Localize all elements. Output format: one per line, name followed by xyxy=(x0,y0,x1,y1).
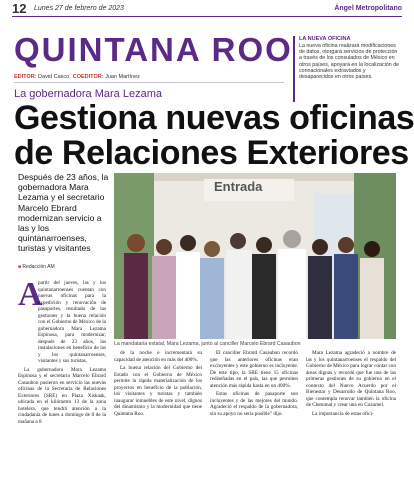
col3-paragraph: Estas oficinas de pasaporte son incluyentes y de las mejores del mundo. Agradeció el respaldo de la gobernadora, sin su apoyo no sería posible” dijo. xyxy=(210,391,298,417)
article-photo xyxy=(114,173,396,339)
byline-text: Redacción AM xyxy=(22,264,55,270)
col2-paragraph: de la noche e incrementará su capacidad de atención en más del 400%. xyxy=(114,350,202,363)
header-rule xyxy=(12,16,402,17)
body-column-2 xyxy=(114,350,202,419)
editor-name: David Casco xyxy=(38,74,70,80)
headline-line-2: de Relaciones Exteriores xyxy=(14,134,409,172)
col1-paragraph: La gobernadora Mara Lezama Espinosa y el secretario Marcelo Ebrard Casaubon pusieron en servicio las nuevas oficinas de la Secretaría de Relaciones Exteriores (SRE) en Plaza Xiskaak, ubicada en el kilómetro 13 de la zona hotelera, que tendrá atención a la ciudadanía de lunes a domingo de 8 de la mañana a 8 xyxy=(18,366,106,425)
col1-paragraph: partir del jueves, las y los quintanarroenses cuentan con nuevas oficinas para la expedición y renovación de pasaportes, resultado de las gestiones y la buena relación con el Gobierno de México de la gobernadora Mara Lezama Espinosa, para modernizar, después de 23 años, las instalaciones en beneficio de las y los quintanarroenses, visitantes y sus turistas. xyxy=(38,280,106,364)
headline-line-1: Gestiona nuevas oficinas xyxy=(14,99,414,137)
coeditor-name: Juan Martínez xyxy=(105,74,140,80)
sidebar-text: La nueva oficina realizará modificaciones de datos, otorgará servicios de protección a través de los consulados de México en otros países, apoyará en la localización de connacionales extraviados y desaparecidos en otros países. xyxy=(299,43,400,81)
coeditor-label: COEDITOR: xyxy=(72,74,104,80)
body-column-3 xyxy=(210,350,298,419)
col3-paragraph: El canciller Ebrard Casaubon recordó que las anteriores oficinas eran excluyentes y este gobierno es incluyente. De este tipo, la SRE tiene 15 oficinas rediseñadas en el país, las que permiten atención más rápida hasta en un 400%. xyxy=(210,350,298,389)
drop-cap: A xyxy=(18,276,43,313)
article-headline xyxy=(14,99,414,172)
section-title: QUINTANA ROO xyxy=(14,31,293,68)
body-column-4 xyxy=(306,350,396,419)
col4-paragraph: La importancia de estas ofici- xyxy=(312,410,374,417)
editor-credits xyxy=(14,74,140,80)
article-kicker: La gobernadora Mara Lezama xyxy=(14,88,162,100)
header-date: Lunes 27 de febrero de 2023 xyxy=(34,5,124,12)
col4-paragraph: Mara Lezama agradeció a nombre de las y los quintanarroenses el respaldo del Gobierno de México para lograr contar con áreas dignas y recordó que fue una de las primeras gestiones de su gobierno en el contexto del Nuevo Acuerdo por el Bienestar y Desarrollo de Quintana Roo, que contempla renovar también la oficina de Chetumal y crear una en Cozumel. xyxy=(306,350,396,408)
publication-name: Ángel Metropolitano xyxy=(334,5,402,12)
photo-illustration xyxy=(114,173,396,339)
photo-sign: Entrada xyxy=(214,179,263,194)
byline-marker-icon: ■ xyxy=(18,264,22,270)
editor-label: EDITOR: xyxy=(14,74,37,80)
article-deck: Después de 23 años, la gobernadora Mara Lezama y el secretario Marcelo Ebrard modernizan servicio a las y los quintanarroenses, turistas y visitantes xyxy=(18,172,109,254)
sidebar-box xyxy=(293,36,401,102)
body-column-1 xyxy=(18,276,106,427)
page-number: 12 xyxy=(12,1,27,16)
col2-paragraph: La buena relación del Gobierno del Estado con el Gobierno de México permite la rápida materialización de los proyectos en beneficio de la población, los visitantes y turistas y también inaugurar inmuebles de este nivel, dignos del dinamismo y la modernidad que tiene Quintana Roo. xyxy=(114,365,202,417)
photo-caption: La mandataria estatal, Mara Lezama, junto al canciller Marcelo Ebrard Casaubon xyxy=(114,341,301,347)
sidebar-heading: LA NUEVA OFICINA xyxy=(299,36,351,42)
byline xyxy=(18,264,55,270)
section-rule xyxy=(14,82,284,83)
